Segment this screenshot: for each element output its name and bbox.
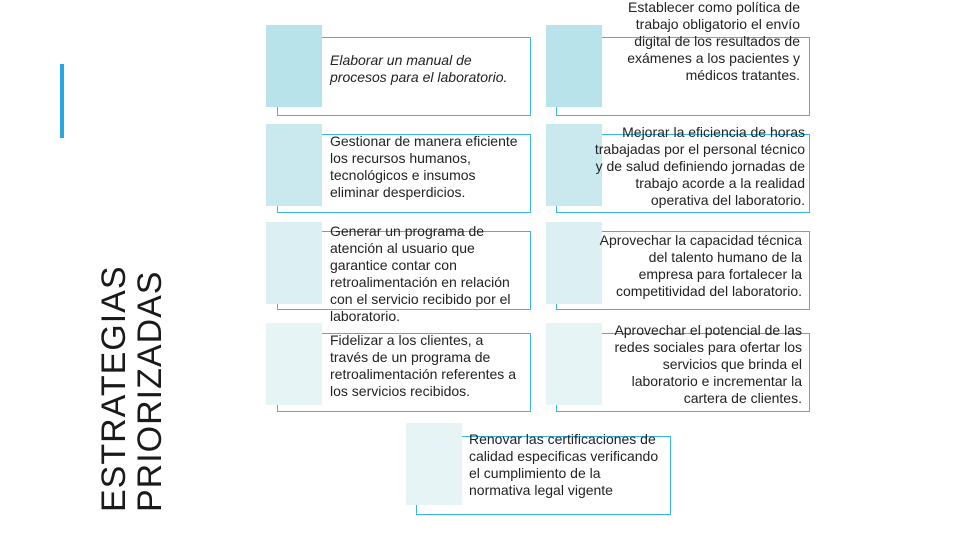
strategy-square-right-4 bbox=[546, 323, 602, 405]
strategy-text-left-2: Gestionar de manera eficiente los recursos humanos, tecnológicos e insumos eliminar desperdicios. bbox=[330, 133, 518, 200]
strategy-text-right-1: Establecer como política de trabajo obligatorio el envío digital de los resultados de exámenes a los pacientes y médicos tratantes. bbox=[627, 0, 800, 83]
strategy-text-right-2: Mejorar la eficiencia de horas trabajadas por el personal técnico y de salud definiendo jornadas de trabajo acorde a la realidad operativa del laboratorio. bbox=[594, 124, 805, 208]
strategy-square-left-3 bbox=[266, 222, 322, 304]
slide-title bbox=[96, 265, 168, 512]
strategy-square-bottom bbox=[406, 423, 462, 505]
slide-title-line-2: PRIORIZADAS bbox=[131, 270, 169, 512]
strategy-square-right-1 bbox=[546, 25, 602, 107]
strategy-text-bottom: Renovar las certificaciones de calidad especificas verificando el cumplimiento de la normativa legal vigente bbox=[469, 431, 659, 498]
accent-bar bbox=[60, 64, 64, 138]
strategy-square-left-2 bbox=[266, 124, 322, 206]
strategy-square-right-3 bbox=[546, 222, 602, 304]
strategy-square-left-4 bbox=[266, 323, 322, 405]
strategy-square-left-1 bbox=[266, 25, 322, 107]
strategy-text-left-3: Generar un programa de atención al usuario que garantice contar con retroalimentación en relación con el servicio recibido por el laboratorio. bbox=[330, 223, 511, 324]
strategy-text-left-4: Fidelizar a los clientes, a través de un programa de retroalimentación referentes a los servicios recibidos. bbox=[330, 332, 516, 399]
strategy-text-left-1: Elaborar un manual de procesos para el laboratorio. bbox=[330, 52, 508, 85]
strategy-text-right-4: Aprovechar el potencial de las redes sociales para ofertar los servicios que brinda el laboratorio e incrementar la cartera de clientes. bbox=[614, 322, 802, 406]
strategy-text-right-3: Aprovechar la capacidad técnica del talento humano de la empresa para fortalecer la competitividad del laboratorio. bbox=[599, 232, 802, 299]
slide-title-line-1: ESTRATEGIAS bbox=[95, 265, 133, 512]
